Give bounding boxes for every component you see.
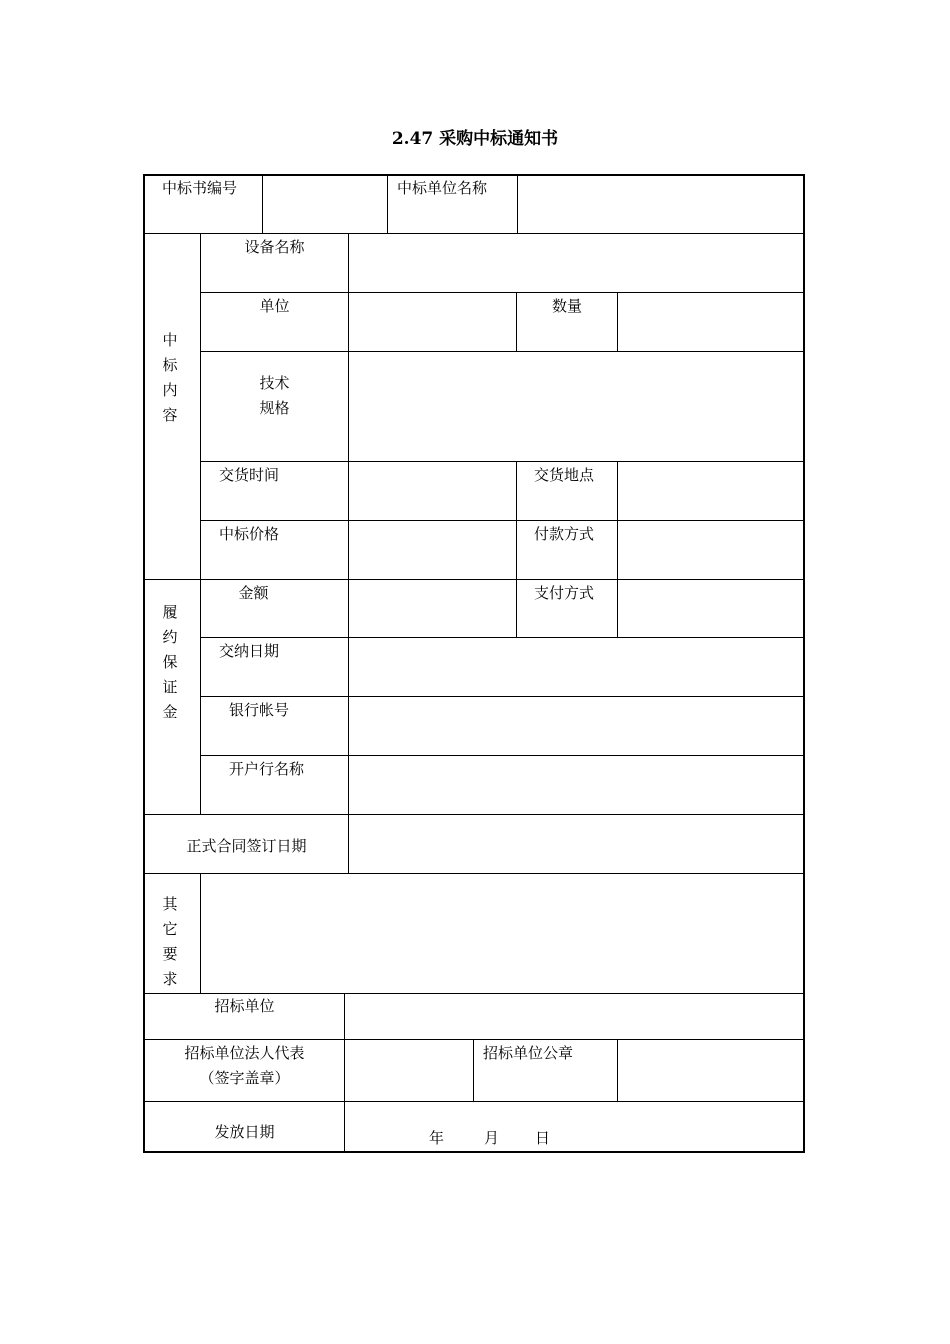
- label-bank-name: 开户行名称: [229, 760, 305, 778]
- bid-number-field[interactable]: [264, 176, 386, 232]
- label-amount: 金额: [238, 584, 269, 602]
- submit-date-field[interactable]: [350, 639, 802, 695]
- col-divider: [517, 176, 518, 233]
- col-divider: [617, 1039, 618, 1101]
- label-tech-spec-2: 规格: [259, 399, 290, 417]
- label-legal-rep-2: （签字盖章）: [199, 1069, 290, 1087]
- row-divider: [201, 637, 803, 638]
- label-issue-date: 发放日期: [214, 1123, 275, 1141]
- delivery-time-field[interactable]: [350, 463, 515, 519]
- row-divider: [145, 233, 803, 234]
- row-divider: [145, 814, 803, 815]
- label-contract-date: 正式合同签订日期: [186, 837, 307, 855]
- unit-field[interactable]: [350, 294, 515, 350]
- label-unit: 单位: [259, 297, 290, 315]
- label-equipment-name: 设备名称: [244, 238, 305, 256]
- col-divider: [617, 292, 618, 351]
- tech-spec-field[interactable]: [350, 353, 802, 460]
- row-divider: [145, 1101, 803, 1102]
- label-delivery-place: 交货地点: [534, 466, 595, 484]
- date-year: 年: [429, 1129, 445, 1147]
- col-divider: [344, 993, 345, 1151]
- row-divider: [201, 461, 803, 462]
- row-divider: [145, 579, 803, 580]
- row-divider: [201, 520, 803, 521]
- row-divider: [145, 1039, 803, 1040]
- label-delivery-time: 交货时间: [219, 466, 280, 484]
- page-title: 2.47 采购中标通知书: [391, 129, 559, 149]
- label-payment-method: 付款方式: [534, 525, 595, 543]
- section-label-other: 其它要求: [162, 895, 178, 988]
- row-divider: [201, 696, 803, 697]
- label-legal-rep-1: 招标单位法人代表: [184, 1044, 305, 1062]
- col-divider: [387, 176, 388, 233]
- label-bid-price: 中标价格: [219, 525, 280, 543]
- amount-field[interactable]: [350, 581, 515, 636]
- tender-seal-field[interactable]: [619, 1041, 802, 1100]
- delivery-place-field[interactable]: [619, 463, 802, 519]
- row-divider: [201, 755, 803, 756]
- label-tech-spec-1: 技术: [259, 374, 290, 392]
- other-requirements-field[interactable]: [202, 875, 802, 992]
- pay-method-field[interactable]: [619, 581, 802, 636]
- legal-rep-field[interactable]: [346, 1041, 472, 1100]
- label-bid-number: 中标书编号: [162, 179, 238, 197]
- date-month: 月: [484, 1129, 500, 1147]
- col-divider: [200, 233, 201, 814]
- payment-method-field[interactable]: [619, 522, 802, 578]
- col-divider: [473, 1039, 474, 1101]
- label-pay-method: 支付方式: [534, 584, 595, 602]
- label-submit-date: 交纳日期: [219, 642, 280, 660]
- equipment-name-field[interactable]: [350, 235, 802, 291]
- label-tender-seal: 招标单位公章: [483, 1044, 574, 1062]
- date-day: 日: [535, 1129, 551, 1147]
- label-winner-name: 中标单位名称: [397, 179, 488, 197]
- table-border-bottom: [143, 1151, 805, 1153]
- contract-date-field[interactable]: [350, 816, 802, 872]
- label-quantity: 数量: [551, 297, 582, 315]
- label-bank-account: 银行帐号: [229, 701, 290, 719]
- row-divider: [145, 873, 803, 874]
- label-tender-unit: 招标单位: [214, 997, 275, 1015]
- tender-unit-field[interactable]: [346, 995, 802, 1038]
- row-divider: [201, 292, 803, 293]
- bank-account-field[interactable]: [350, 698, 802, 754]
- col-divider: [200, 873, 201, 993]
- bank-name-field[interactable]: [350, 757, 802, 813]
- section-label-deposit: 履约保证金: [162, 603, 178, 721]
- bid-price-field[interactable]: [350, 522, 515, 578]
- row-divider: [201, 351, 803, 352]
- col-divider: [516, 461, 517, 637]
- col-divider: [348, 233, 349, 873]
- section-label-content: 中标内容: [162, 331, 178, 424]
- col-divider: [617, 461, 618, 637]
- col-divider: [262, 176, 263, 233]
- issue-date-field[interactable]: [346, 1103, 802, 1150]
- winner-name-field[interactable]: [519, 176, 802, 232]
- quantity-field[interactable]: [619, 294, 802, 350]
- table-border-right: [803, 174, 805, 1153]
